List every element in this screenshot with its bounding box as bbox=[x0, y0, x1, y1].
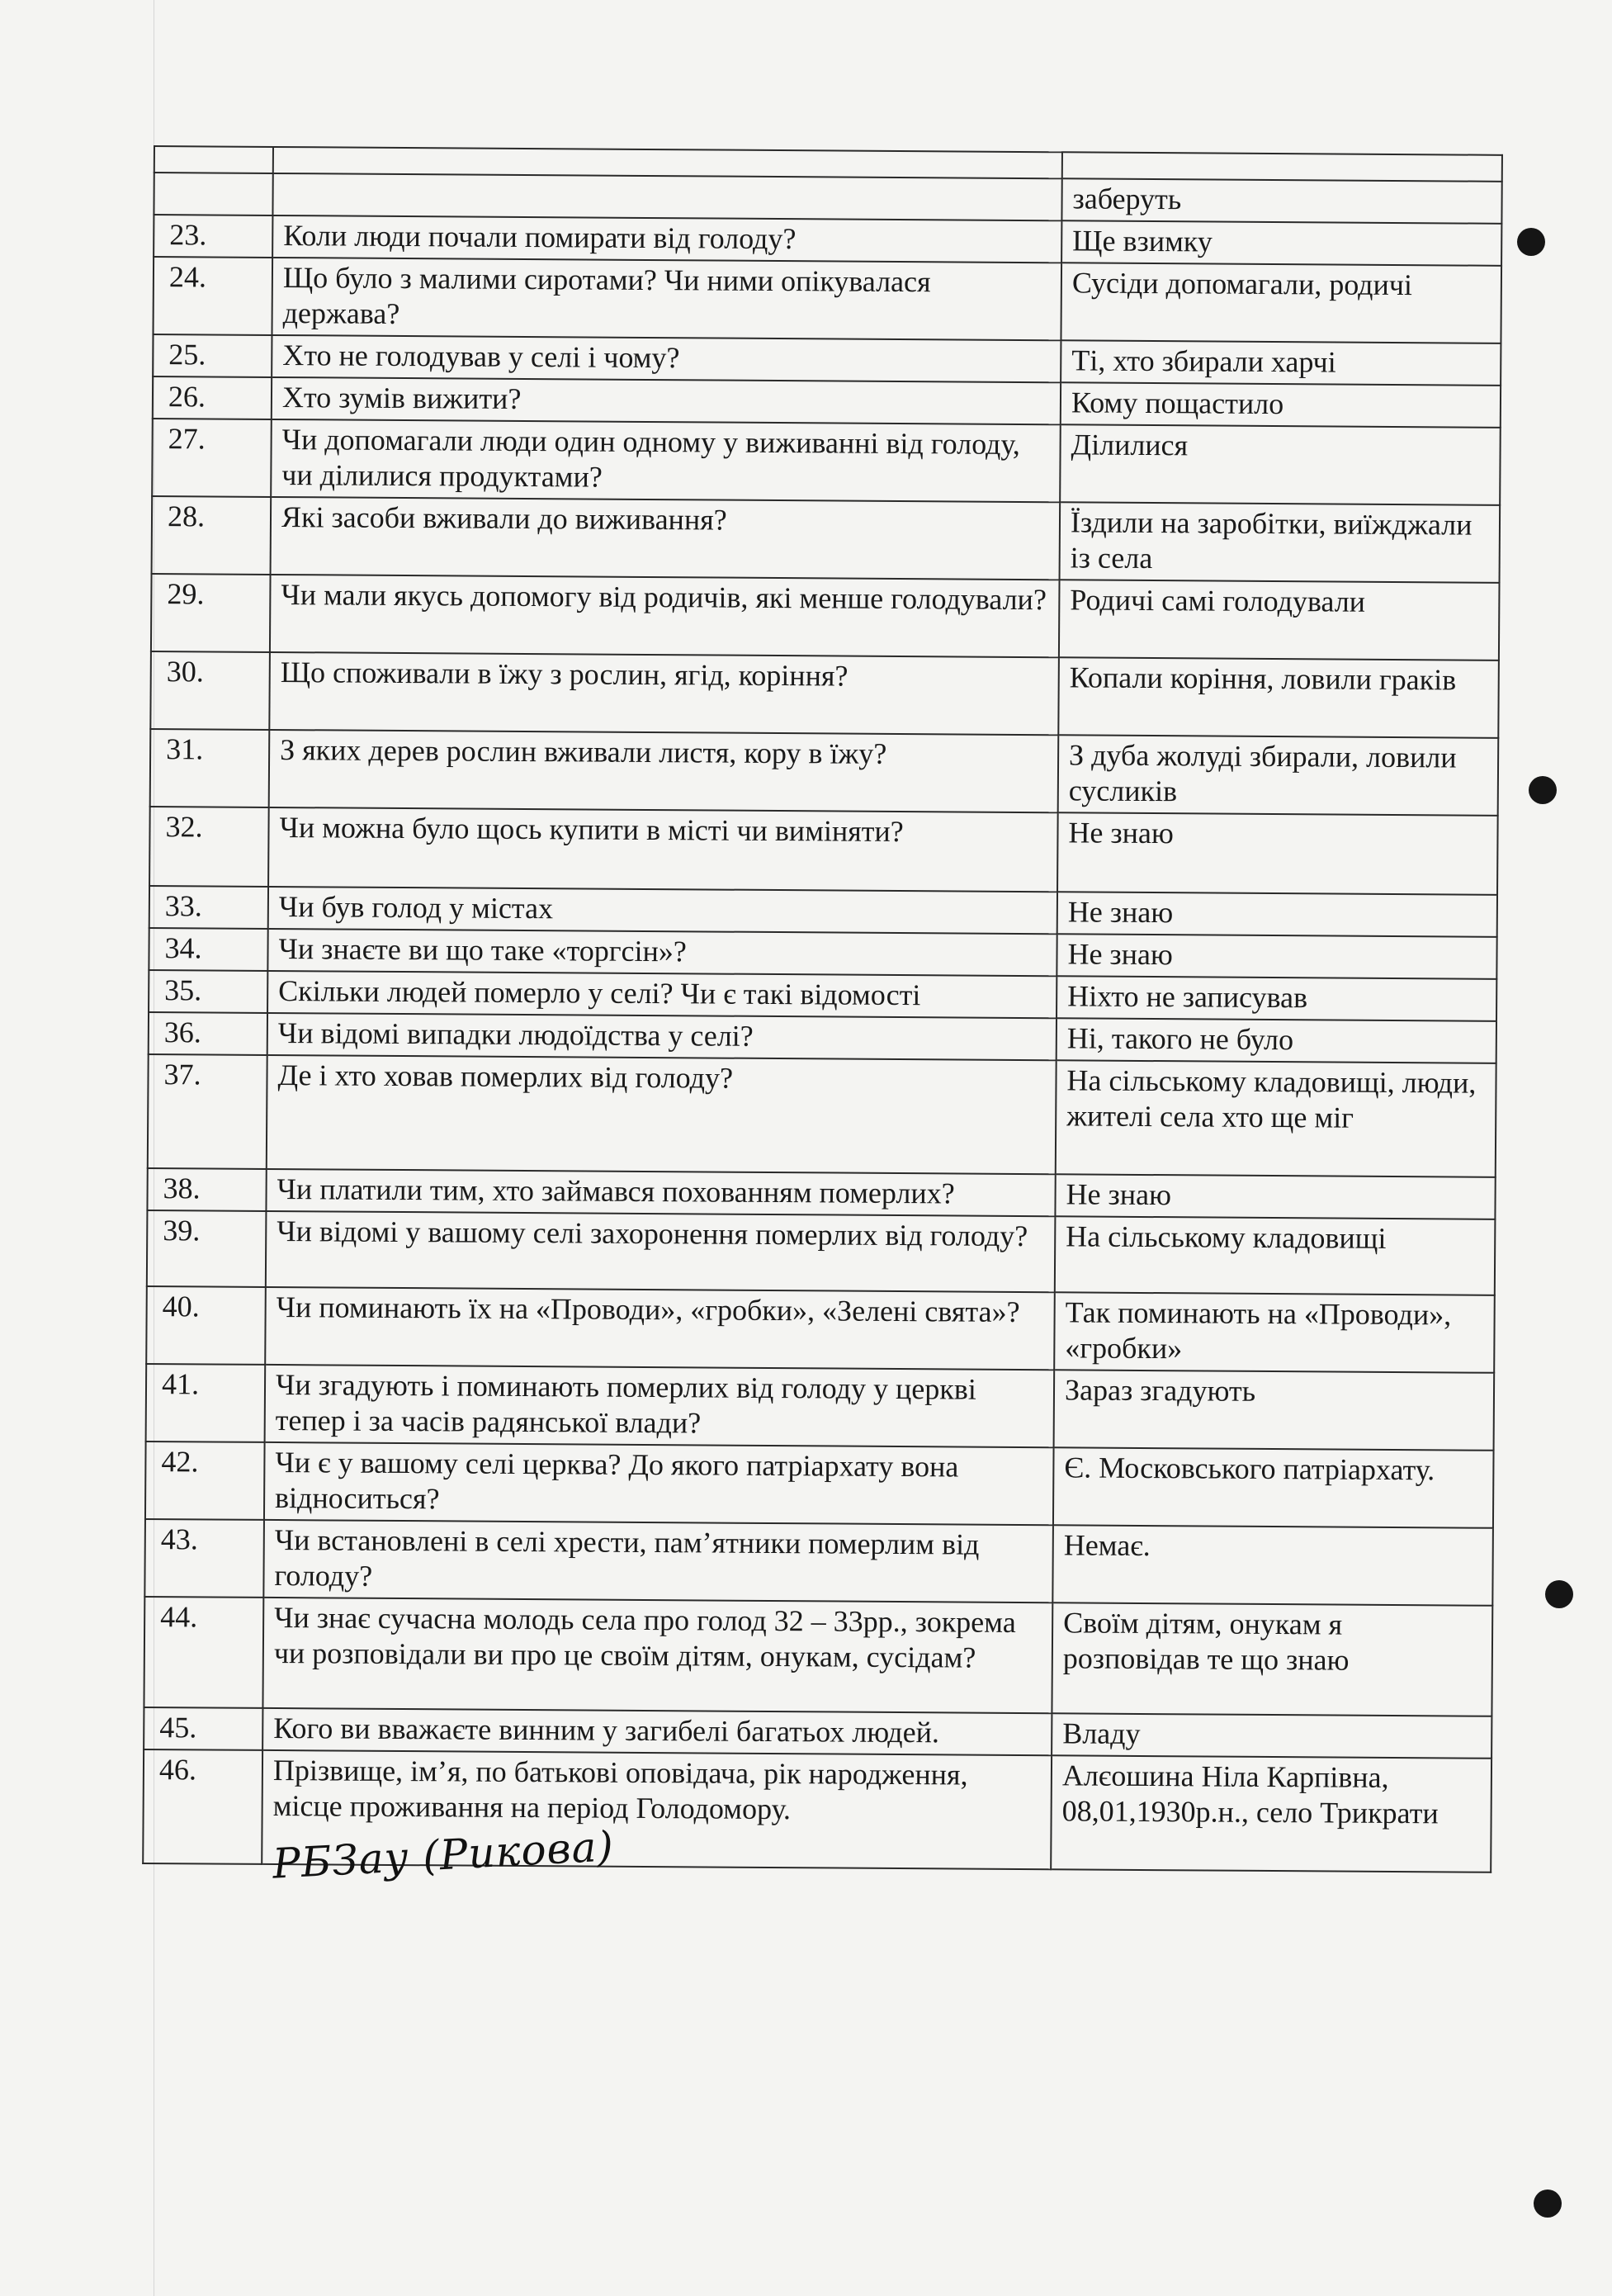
answer-cell: Сусіди допомагали, родичі bbox=[1061, 263, 1501, 343]
answer-cell: Зараз згадують bbox=[1054, 1370, 1495, 1451]
row-number-cell: 29. bbox=[151, 574, 271, 652]
answer-cell: Не знаю bbox=[1057, 892, 1497, 937]
header-answer-cell bbox=[1062, 152, 1502, 182]
row-number-cell: 23. bbox=[154, 215, 272, 258]
row-number-cell: 27. bbox=[152, 419, 272, 497]
question-cell: Чи знає сучасна молодь села про голод 32 – 33рр., зокрема чи розповідали ви про це своїм дітям, онукам, сусідам? bbox=[262, 1598, 1052, 1713]
row-number-cell: 45. bbox=[144, 1707, 262, 1750]
table-row bbox=[150, 651, 1499, 738]
answer-cell: Ніхто не записував bbox=[1057, 976, 1496, 1021]
row-number-cell: 24. bbox=[153, 257, 272, 335]
table-row bbox=[144, 1597, 1492, 1716]
question-cell: Чи мали якусь допомогу від родичів, які менше голодували? bbox=[270, 575, 1060, 657]
answer-cell: Ділилися bbox=[1060, 424, 1501, 505]
table-row bbox=[150, 729, 1499, 816]
answer-cell: Своїм дітям, онукам я розповідав те що знаю bbox=[1052, 1602, 1492, 1716]
row-number-cell: 44. bbox=[144, 1597, 263, 1708]
row-number-cell: 43. bbox=[144, 1519, 264, 1598]
question-cell: Чи знаєте ви що таке «торгсін»? bbox=[267, 929, 1057, 976]
question-cell: Чи відомі випадки людоїдства у селі? bbox=[267, 1013, 1057, 1060]
table-row bbox=[151, 574, 1500, 660]
question-cell: Які засоби вживали до виживання? bbox=[271, 497, 1061, 580]
questionnaire-table bbox=[142, 145, 1503, 1873]
signature-name: (Рикова) bbox=[421, 1822, 616, 1881]
carryover-question-cell bbox=[272, 173, 1061, 220]
row-number-cell: 32. bbox=[149, 807, 269, 887]
question-cell: Кого ви вважаєте винним у загибелі багатьох людей. bbox=[262, 1708, 1052, 1755]
table-row bbox=[147, 1210, 1496, 1295]
question-cell: Чи можна було щось купити в місті чи виміняти? bbox=[268, 807, 1058, 892]
row-number-cell: 34. bbox=[149, 928, 267, 971]
question-cell: Що споживали в їжу з рослин, ягід, коріння? bbox=[269, 652, 1059, 735]
row-number-cell: 31. bbox=[150, 729, 270, 807]
punch-hole-2 bbox=[1529, 776, 1557, 804]
question-cell: Чи згадують і поминають померлих від голоду у церкві тепер і за часів радянської влади? bbox=[265, 1365, 1055, 1447]
row-number-cell: 41. bbox=[146, 1364, 266, 1442]
answer-cell: На сільському кладовищі bbox=[1055, 1216, 1496, 1295]
row-number-cell: 39. bbox=[147, 1210, 267, 1287]
punch-hole-4 bbox=[1534, 2189, 1562, 2218]
answer-cell: На сільському кладовищі, люди, жителі села хто ще міг bbox=[1056, 1060, 1496, 1177]
answer-cell: Алєошина Ніла Карпівна, 08,01,1930р.н., село Трикрати bbox=[1051, 1755, 1491, 1872]
table-row bbox=[149, 807, 1498, 895]
answer-cell: Їздили на заробітки, виїжджали із села bbox=[1060, 502, 1501, 583]
question-cell: Хто зумів вижити? bbox=[272, 377, 1061, 424]
row-number-cell: 36. bbox=[149, 1012, 267, 1055]
table-row bbox=[144, 1519, 1493, 1606]
table-row bbox=[146, 1364, 1495, 1451]
question-cell: З яких дерев рослин вживали листя, кору в їжу? bbox=[269, 730, 1059, 812]
table-row bbox=[153, 257, 1501, 343]
answer-cell: Ще взимку bbox=[1061, 220, 1501, 266]
question-cell: Чи допомагали люди один одному у виживанні від голоду, чи ділилися продуктами? bbox=[271, 419, 1061, 502]
question-cell: Чи поминають їх на «Проводи», «гробки», «Зелені свята»? bbox=[265, 1287, 1055, 1370]
question-cell: Де і хто ховав померлих від голоду? bbox=[267, 1055, 1057, 1174]
row-number-cell: 35. bbox=[149, 970, 267, 1013]
punch-hole-3 bbox=[1545, 1580, 1573, 1608]
answer-cell: Немає. bbox=[1052, 1525, 1493, 1606]
table-row bbox=[152, 496, 1501, 583]
signature-initials: РБЗау bbox=[271, 1832, 424, 1888]
question-cell: Чи платили тим, хто займався похованням померлих? bbox=[266, 1169, 1055, 1216]
row-number-cell: 40. bbox=[146, 1286, 266, 1365]
row-number-cell: 37. bbox=[148, 1054, 267, 1169]
question-cell: Скільки людей померло у селі? Чи є такі відомості bbox=[267, 971, 1057, 1018]
answer-cell: Є. Московського патріархату. bbox=[1053, 1447, 1494, 1528]
answer-cell: З дуба жолуді збирали, ловили сусликів bbox=[1058, 735, 1499, 816]
answer-cell: Копали коріння, ловили граків bbox=[1058, 657, 1499, 738]
answer-cell: Так поминають на «Проводи», «гробки» bbox=[1054, 1292, 1495, 1373]
row-number-cell: 30. bbox=[150, 651, 270, 730]
header-number-cell bbox=[154, 146, 273, 173]
answer-cell: Не знаю bbox=[1057, 934, 1496, 979]
punch-hole-1 bbox=[1517, 228, 1545, 256]
answer-cell: Не знаю bbox=[1055, 1174, 1495, 1219]
question-cell: Чи встановлені в селі хрести, пам’ятники померлим від голоду? bbox=[263, 1520, 1053, 1602]
question-cell: Що було з малими сиротами? Чи ними опікувалася держава? bbox=[272, 258, 1061, 340]
row-number-cell: 28. bbox=[152, 496, 272, 575]
row-number-cell: 33. bbox=[149, 886, 268, 929]
row-number-cell: 25. bbox=[153, 334, 272, 377]
question-cell: Прізвище, ім’я, по батькові оповідача, рік народження, місце проживання на період Голодомору. bbox=[262, 1750, 1052, 1869]
table-row bbox=[152, 419, 1501, 505]
question-cell: Чи відомі у вашому селі захоронення померлих від голоду? bbox=[266, 1211, 1056, 1292]
row-number-cell: 46. bbox=[143, 1749, 262, 1864]
answer-cell: Не знаю bbox=[1057, 812, 1498, 895]
question-cell: Чи є у вашому селі церква? До якого патріархату вона відноситься? bbox=[264, 1442, 1054, 1525]
row-number-cell: 42. bbox=[145, 1442, 265, 1520]
answer-cell: Ні, такого не було bbox=[1057, 1018, 1496, 1063]
table-row bbox=[145, 1442, 1494, 1528]
carryover-answer-cell: заберуть bbox=[1061, 178, 1501, 224]
answer-cell: Кому пощастило bbox=[1061, 382, 1501, 428]
table-row bbox=[148, 1054, 1496, 1177]
row-number-cell: 38. bbox=[147, 1168, 266, 1211]
carryover-number-cell bbox=[154, 173, 272, 215]
question-cell: Хто не голодував у селі і чому? bbox=[272, 335, 1061, 382]
question-cell: Коли люди почали помирати від голоду? bbox=[272, 215, 1061, 263]
answer-cell: Ті, хто збирали харчі bbox=[1061, 340, 1501, 386]
question-cell: Чи був голод у містах bbox=[268, 887, 1057, 934]
table-row bbox=[146, 1286, 1495, 1373]
row-number-cell: 26. bbox=[153, 376, 272, 419]
answer-cell: Владу bbox=[1052, 1713, 1491, 1759]
answer-cell: Родичі самі голодували bbox=[1059, 580, 1500, 660]
